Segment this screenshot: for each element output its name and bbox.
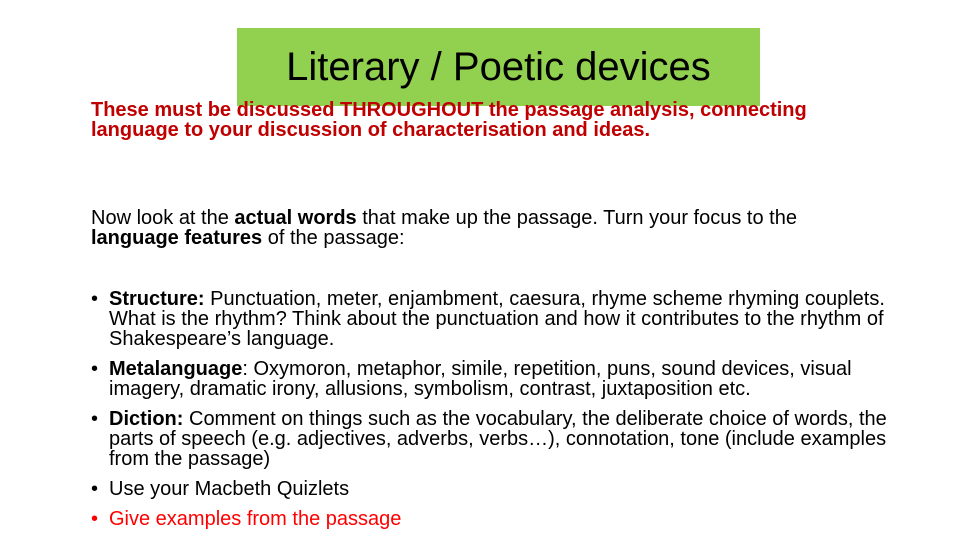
bullet-marker: • — [91, 358, 99, 380]
slide-title: Literary / Poetic devices — [286, 45, 711, 89]
bullet-text-metalanguage: : Oxymoron, metaphor, simile, repetition, puns, sound devices, visual imagery, dramatic irony, allusions, symbolism, contrast, juxtaposition etc. — [109, 358, 852, 400]
bullet-text-structure: Punctuation, meter, enjambment, caesura, rhyme scheme rhyming couplets. What is the rhythm? Think about the punctuation and how it contributes to the rhythm of Shakespeare’s language. — [109, 288, 885, 350]
bullet-item-quizlets — [91, 479, 891, 499]
bullet-text-diction: Comment on things such as the vocabulary, the deliberate choice of words, the parts of speech (e.g. adjectives, adverbs, verbs…), connotation, tone (include examples from the passage) — [109, 408, 887, 470]
bullet-item-metalanguage — [91, 359, 891, 399]
intro-emphasis-actual-words: actual words — [234, 207, 357, 229]
intro-text-3: of the passage: — [262, 227, 405, 249]
intro-text-1: Now look at the — [91, 207, 235, 229]
bullet-marker: • — [91, 408, 99, 430]
instruction-text: These must be discussed THROUGHOUT the passage analysis, connecting language to your discussion of characterisation and ideas. — [91, 99, 807, 141]
bullet-marker: • — [91, 288, 99, 310]
intro-text-2: that make up the passage. Turn your focus to the — [356, 207, 797, 229]
intro-paragraph — [91, 208, 851, 248]
bullet-list — [91, 289, 891, 539]
bullet-marker: • — [91, 478, 99, 500]
bullet-item-examples — [91, 509, 891, 529]
bullet-label-diction: Diction: — [109, 408, 184, 430]
bullet-item-diction — [91, 409, 891, 469]
slide-title-box — [237, 28, 760, 106]
bullet-marker: • — [91, 508, 99, 530]
bullet-text-quizlets: Use your Macbeth Quizlets — [109, 478, 350, 500]
intro-emphasis-language-features: language features — [91, 227, 263, 249]
bullet-label-structure: Structure: — [109, 288, 205, 310]
bullet-text-examples: Give examples from the passage — [109, 508, 402, 530]
bullet-label-metalanguage: Metalanguage — [109, 358, 243, 380]
bullet-item-structure — [91, 289, 891, 349]
